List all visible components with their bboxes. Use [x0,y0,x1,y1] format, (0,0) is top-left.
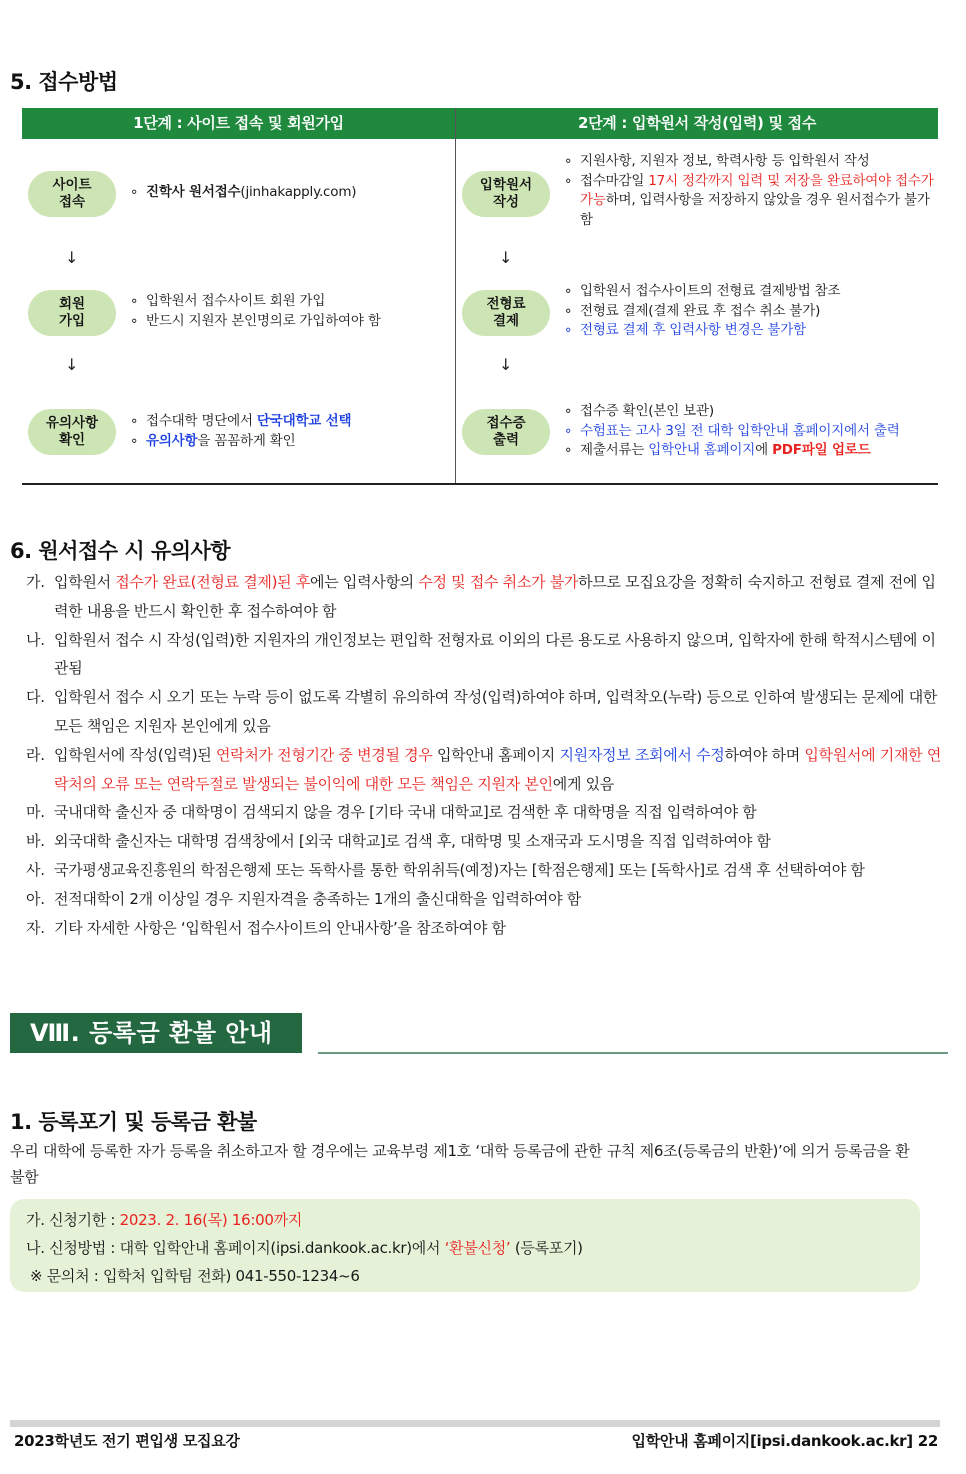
list-item: 바. 외국대학 출신자는 대학명 검색창에서 [외국 대학교]로 검색 후, 대학명 및 소재국과 도시명을 직접 입력하여야 함 [26,832,771,851]
step-pill-join: 회원 가입 [28,290,116,336]
step-text-print: ∘ 접수증 확인(본인 보관) ∘ 수험표는 고사 3일 전 대학 입학안내 홈페이지에서 출력 ∘ 제출서류는 입학안내 홈페이지에 PDF파일 업로드 [564,402,940,461]
step-text-join: ∘ 입학원서 접수사이트 회원 가입 ∘ 반드시 지원자 본인명의로 가입하여야 함 [130,292,450,331]
refund-method: 나. 신청방법 : 대학 입학안내 홈페이지(ipsi.dankook.ac.kr)에서 ‘환불신청’ (등록포기) [26,1239,583,1257]
step-text-write: ∘ 지원사항, 지원자 정보, 학력사항 등 입학원서 작성 ∘ 접수마감일 17시 정각까지 입력 및 저장을 완료하여야 접수가 가능하며, 입력사항을 저장하지 않았을 경우 원서접수가 불가함 [564,152,936,230]
step-pill-site: 사이트 접속 [28,171,116,217]
list-item: 아. 전적대학이 2개 이상일 경우 지원자격을 충족하는 1개의 출신대학을 입력하여야 함 [26,889,581,908]
footer-rule [10,1420,940,1427]
table-bottom-rule [22,483,938,485]
arrow-down-icon: ↓ [499,355,513,374]
refund-title: 1. 등록포기 및 등록금 환불 [10,1110,257,1134]
list-item: 다. 입학원서 접수 시 오기 또는 누락 등이 없도록 각별히 유의하여 작성(입력)하여야 하며, 입력착오(누락) 등으로 인하여 발생되는 문제에 대한 모든 책임은 지원자 본인에게 있음 [26,688,938,735]
section-6-title: 6. 원서접수 시 유의사항 [10,539,231,563]
list-item: 라. 입학원서에 작성(입력)된 연락처가 전형기간 중 변경될 경우 입학안내 홈페이지 지원자정보 조회에서 수정하여야 하며 입학원서에 기재한 연락처의 오류 또는 연락두절로 발생되는 불이익에 대한 모든 책임은 지원자 본인에게 있음 [26,745,942,793]
chapter-rule [318,1052,948,1054]
section-5-title: 5. 접수방법 [10,70,118,94]
footer-title: 2023학년도 전기 편입생 모집요강 [14,1432,240,1450]
step-text-check: ∘ 접수대학 명단에서 단국대학교 선택 ∘ 유의사항을 꼼꼼하게 확인 [130,412,450,451]
step-text-pay: ∘ 입학원서 접수사이트의 전형료 결제방법 참조 ∘ 전형료 결제(결제 완료 후 접수 취소 불가) ∘ 전형료 결제 후 입력사항 변경은 불가함 [564,282,936,341]
step-pill-print: 접수증 출력 [462,409,550,455]
arrow-down-icon: ↓ [65,248,79,267]
step-text-site: ∘ 진학사 원서접수(jinhakapply.com) [130,183,440,203]
list-item: 자. 기타 자세한 사항은 ‘입학원서 접수사이트의 안내사항’을 참조하여야 함 [26,918,506,937]
table-divider [455,108,456,484]
step-pill-pay: 전형료 결제 [462,290,550,336]
step-pill-write: 입학원서 작성 [462,171,550,217]
chapter-banner: Ⅷ. 등록금 환불 안내 [10,1013,302,1053]
list-item: 가. 입학원서 접수가 완료(전형료 결제)된 후에는 입력사항의 수정 및 접수 취소가 불가하므로 모집요강을 정확히 숙지하고 전형료 결제 전에 입력한 내용을 반드시 확인한 후 접수하여야 함 [26,573,936,620]
list-item: 나. 입학원서 접수 시 작성(입력)한 지원자의 개인정보는 편입학 전형자료 이외의 다른 용도로 사용하지 않으며, 입학자에 한해 학적시스템에 이관됨 [26,630,936,678]
notes-list [26,568,941,942]
arrow-down-icon: ↓ [65,355,79,374]
list-item: 사. 국가평생교육진흥원의 학점은행제 또는 독학사를 통한 학위취득(예정)자는 [학점은행제] 또는 [독학사]로 검색 후 선택하여야 함 [26,860,865,879]
step2-header: 2단계 : 입학원서 작성(입력) 및 접수 [456,108,938,139]
list-item: 마. 국내대학 출신자 중 대학명이 검색되지 않을 경우 [기타 국내 대학교]로 검색한 후 대학명을 직접 입력하여야 함 [26,803,757,822]
step-pill-check: 유의사항 확인 [28,409,116,455]
refund-paragraph: 우리 대학에 등록한 자가 등록을 취소하고자 할 경우에는 교육부령 제1호 ‘대학 등록금에 관한 규칙 제6조(등록금의 반환)’에 의거 등록금을 환불함 [10,1142,910,1186]
step1-header: 1단계 : 사이트 접속 및 회원가입 [22,108,455,139]
refund-deadline: 가. 신청기한 : 2023. 2. 16(목) 16:00까지 [26,1211,303,1229]
arrow-down-icon: ↓ [499,248,513,267]
refund-contact: ※ 문의처 : 입학처 입학팀 전화) 041-550-1234~6 [30,1267,360,1285]
footer-page-info: 입학안내 홈페이지[ipsi.dankook.ac.kr] 22 [631,1432,938,1450]
